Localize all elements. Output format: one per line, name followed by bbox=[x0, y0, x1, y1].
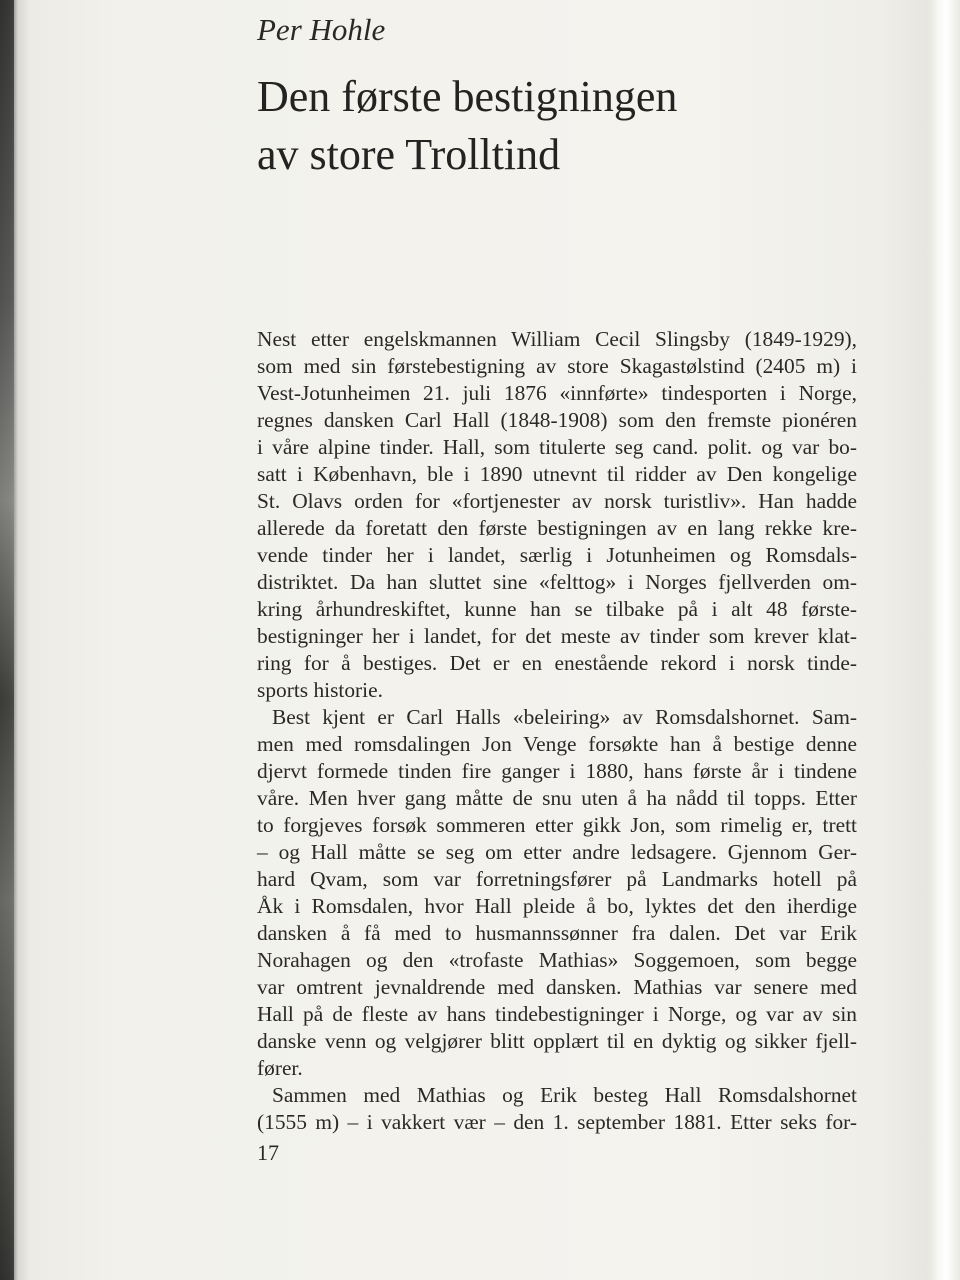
text-line: Nest etter engelskmannen William Cecil Slingsby (1849-1929), bbox=[257, 327, 857, 351]
text-line: regnes dansken Carl Hall (1848-1908) som den fremste pionéren bbox=[257, 408, 857, 432]
text-line: Norahagen og den «trofaste Mathias» Soggemoen, som begge bbox=[257, 948, 857, 972]
text-line: to forgjeves forsøk sommeren etter gikk Jon, som rimelig er, trett bbox=[257, 813, 857, 837]
text-line: dansken å få med to husmannssønner fra dalen. Det var Erik bbox=[257, 921, 857, 945]
text-line: Vest-Jotunheimen 21. juli 1876 «innførte» tindesporten i Norge, bbox=[257, 381, 857, 405]
text-line: Best kjent er Carl Halls «beleiring» av Romsdalshornet. Sam- bbox=[272, 705, 857, 729]
text-line: hard Qvam, som var forretningsfører på Landmarks hotell på bbox=[257, 867, 857, 891]
chapter-title bbox=[257, 68, 877, 184]
text-line: danske venn og velgjører blitt opplært til en dyktig og sikker fjell- bbox=[257, 1029, 857, 1053]
paragraph bbox=[257, 1082, 857, 1136]
text-line: djervt formede tinden fire ganger i 1880, hans første år i tindene bbox=[257, 759, 857, 783]
text-line: bestigninger her i landet, for det meste av tinder som krever klat- bbox=[257, 624, 857, 648]
text-line: Sammen med Mathias og Erik besteg Hall Romsdalshornet bbox=[272, 1083, 857, 1107]
text-line: sports historie. bbox=[257, 678, 383, 702]
text-line: fører. bbox=[257, 1056, 303, 1080]
text-line: ring for å bestiges. Det er en enestående rekord i norsk tinde- bbox=[257, 651, 857, 675]
text-line: som med sin førstebestigning av store Skagastølstind (2405 m) i bbox=[257, 354, 857, 378]
text-line: (1555 m) – i vakkert vær – den 1. september 1881. Etter seks for- bbox=[257, 1110, 857, 1134]
text-line: St. Olavs orden for «fortjenester av norsk turistliv». Han hadde bbox=[257, 489, 857, 513]
chapter-title-line-2: av store Trolltind bbox=[257, 130, 561, 179]
paragraph bbox=[257, 704, 857, 1082]
text-line: distriktet. Da han sluttet sine «felttog» i Norges fjellverden om- bbox=[257, 570, 857, 594]
text-line: vende tinder her i landet, særlig i Jotunheimen og Romsdals- bbox=[257, 543, 857, 567]
author-name: Per Hohle bbox=[257, 12, 386, 47]
text-line: våre. Men hver gang måtte de snu uten å ha nådd til topps. Etter bbox=[257, 786, 857, 810]
page-number: 17 bbox=[257, 1140, 279, 1165]
chapter-title-line-1: Den første bestigningen bbox=[257, 72, 678, 121]
paragraph bbox=[257, 326, 857, 704]
text-line: Hall på de fleste av hans tindebestigninger i Norge, og var av sin bbox=[257, 1002, 857, 1026]
text-line: allerede da foretatt den første bestigningen av en lang rekke kre- bbox=[257, 516, 857, 540]
text-line: kring århundreskiftet, kunne han se tilbake på i alt 48 første- bbox=[257, 597, 857, 621]
text-line: – og Hall måtte se seg om etter andre ledsagere. Gjennom Ger- bbox=[257, 840, 857, 864]
text-line: Åk i Romsdalen, hvor Hall pleide å bo, lyktes det den iherdige bbox=[257, 894, 857, 918]
text-line: men med romsdalingen Jon Venge forsøkte han å bestige denne bbox=[257, 732, 857, 756]
body-text bbox=[257, 326, 857, 1136]
text-line: i våre alpine tinder. Hall, som titulerte seg cand. polit. og var bo- bbox=[257, 435, 857, 459]
text-line: var omtrent jevnaldrende med dansken. Mathias var senere med bbox=[257, 975, 857, 999]
text-line: satt i København, ble i 1890 utnevnt til ridder av Den kongelige bbox=[257, 462, 857, 486]
